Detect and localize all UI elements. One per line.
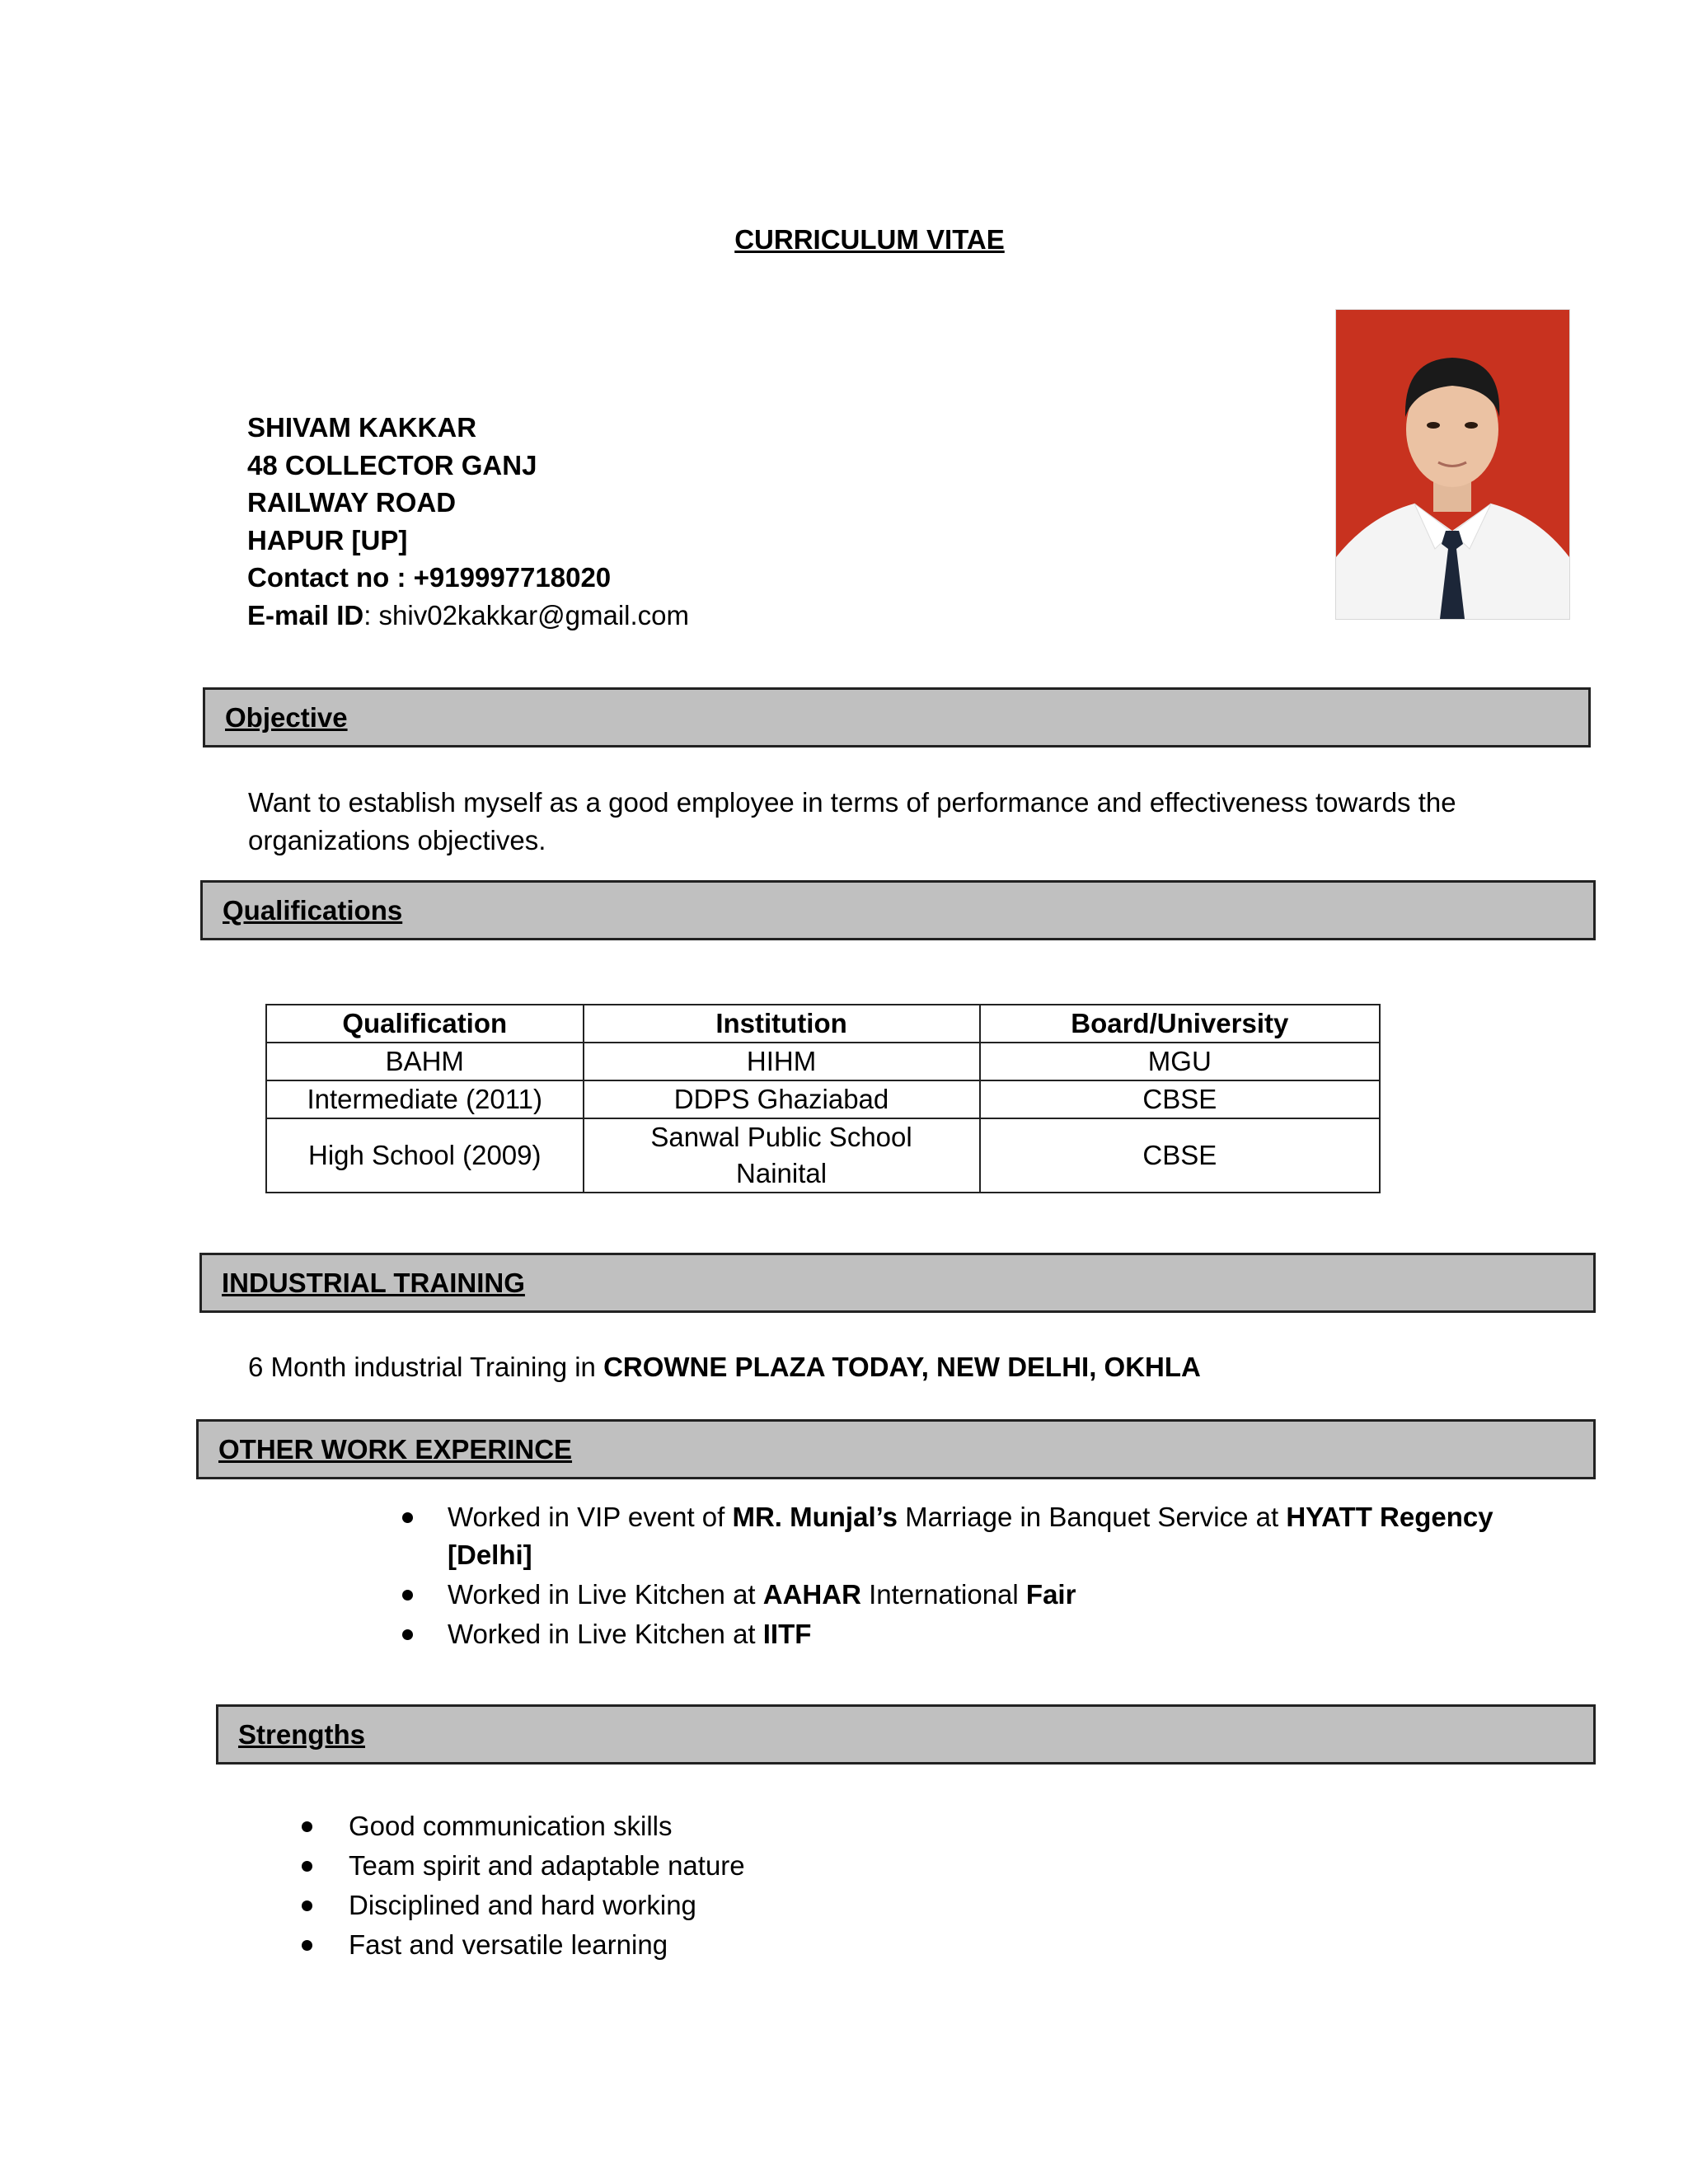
training-venue: CROWNE PLAZA TODAY, NEW DELHI, OKHLA xyxy=(603,1352,1201,1382)
table-row xyxy=(266,1043,1380,1080)
section-strengths-title: Strengths xyxy=(238,1718,366,1750)
contact-block xyxy=(247,409,689,634)
training-text xyxy=(248,1348,1201,1386)
list-item: Team spirit and adaptable nature xyxy=(349,1846,745,1886)
bullet-icon xyxy=(302,1821,312,1832)
strengths-list xyxy=(349,1807,745,1965)
list-item: Disciplined and hard working xyxy=(349,1886,745,1925)
table-cell: CBSE xyxy=(980,1080,1380,1118)
qualification-table xyxy=(265,1004,1381,1193)
section-training xyxy=(199,1253,1596,1313)
email-value: : shiv02kakkar@gmail.com xyxy=(363,599,689,630)
section-objective xyxy=(203,687,1591,748)
table-cell: CBSE xyxy=(980,1118,1380,1193)
list-item: Worked in Live Kitchen at AAHAR International Fair xyxy=(448,1576,1585,1614)
institution-line-2: Nainital xyxy=(736,1158,828,1188)
list-item: Worked in VIP event of MR. Munjal’s Marriage in Banquet Service at HYATT Regency [Delhi] xyxy=(448,1498,1585,1574)
table-cell: DDPS Ghaziabad xyxy=(584,1080,980,1118)
portrait-illustration xyxy=(1336,310,1569,619)
section-experience xyxy=(196,1419,1596,1479)
email-label: E-mail ID xyxy=(247,599,364,630)
table-cell: High School (2009) xyxy=(266,1118,584,1193)
address-line-1: 48 COLLECTOR GANJ xyxy=(247,449,537,480)
list-item: Worked in Live Kitchen at IITF xyxy=(448,1615,1585,1653)
list-item: Good communication skills xyxy=(349,1807,745,1846)
section-training-title: INDUSTRIAL TRAINING xyxy=(222,1267,525,1298)
table-cell: MGU xyxy=(980,1043,1380,1080)
bullet-icon xyxy=(402,1629,413,1640)
bullet-icon xyxy=(402,1512,413,1523)
section-strengths xyxy=(216,1704,1596,1765)
bullet-icon xyxy=(402,1590,413,1601)
table-header: Institution xyxy=(584,1005,980,1043)
experience-list xyxy=(448,1498,1585,1653)
objective-text: Want to establish myself as a good employee in terms of performance and effectiveness towards the organizations objectives. xyxy=(248,787,1456,855)
institution-line-1: Sanwal Public School xyxy=(650,1122,912,1152)
table-row xyxy=(266,1118,1380,1193)
bullet-icon xyxy=(302,1940,312,1951)
section-qualifications-title: Qualifications xyxy=(223,894,403,926)
table-header: Board/University xyxy=(980,1005,1380,1043)
contact-phone: Contact no : +919997718020 xyxy=(247,562,612,593)
address-city: HAPUR [UP] xyxy=(247,524,408,555)
table-cell: Intermediate (2011) xyxy=(266,1080,584,1118)
table-cell xyxy=(584,1118,980,1193)
table-cell: HIHM xyxy=(584,1043,980,1080)
bullet-icon xyxy=(302,1900,312,1911)
list-item: Fast and versatile learning xyxy=(349,1925,745,1965)
section-qualifications xyxy=(200,880,1596,940)
section-objective-title: Objective xyxy=(225,701,348,733)
table-row xyxy=(266,1080,1380,1118)
bullet-icon xyxy=(302,1861,312,1872)
section-experience-title: OTHER WORK EXPERINCE xyxy=(218,1433,573,1465)
page-title: CURRICULUM VITAE xyxy=(734,224,1005,255)
table-header: Qualification xyxy=(266,1005,584,1043)
contact-email xyxy=(247,597,689,635)
training-prefix: 6 Month industrial Training in xyxy=(248,1352,604,1382)
table-header-row xyxy=(266,1005,1380,1043)
profile-photo xyxy=(1335,309,1570,620)
candidate-name: SHIVAM KAKKAR xyxy=(247,412,477,443)
address-line-2: RAILWAY ROAD xyxy=(247,487,457,518)
table-cell: BAHM xyxy=(266,1043,584,1080)
